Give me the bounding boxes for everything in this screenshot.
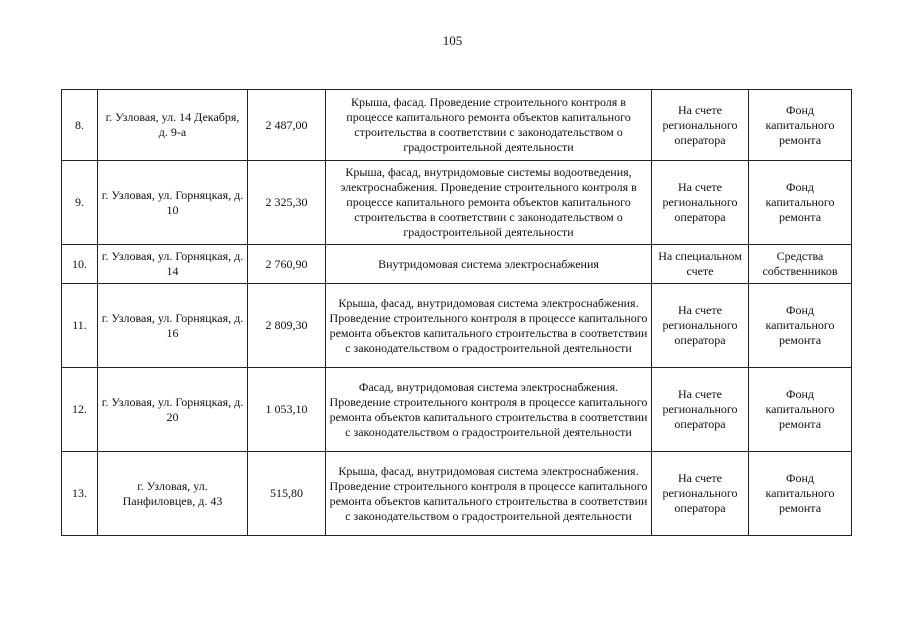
funding-source: Фонд капитального ремонта <box>749 368 852 452</box>
repair-program-table <box>61 89 852 536</box>
repair-works: Фасад, внутридомовая система электроснабжения. Проведение строительного контроля в процессе капитального ремонта объектов капитального строительства в соответствии с законодательством о градостроительной деятельности <box>326 368 652 452</box>
building-address: г. Узловая, ул. Горняцкая, д. 16 <box>98 284 248 368</box>
building-address: г. Узловая, ул. Горняцкая, д. 10 <box>98 161 248 245</box>
building-address: г. Узловая, ул. Панфиловцев, д. 43 <box>98 452 248 536</box>
building-address: г. Узловая, ул. Горняцкая, д. 14 <box>98 245 248 284</box>
building-address: г. Узловая, ул. 14 Декабря, д. 9-а <box>98 90 248 161</box>
row-number: 13. <box>62 452 98 536</box>
building-area: 2 487,00 <box>248 90 326 161</box>
repair-works: Крыша, фасад, внутридомовая система электроснабжения. Проведение строительного контроля в процессе капитального ремонта объектов капитального строительства в соответствии с законодательством о градостроительной деятельности <box>326 452 652 536</box>
building-area: 2 325,30 <box>248 161 326 245</box>
table-row <box>62 90 852 161</box>
funding-source: Средства собственников <box>749 245 852 284</box>
page-number: 105 <box>442 33 463 48</box>
funding-source: Фонд капитального ремонта <box>749 284 852 368</box>
row-number: 10. <box>62 245 98 284</box>
repair-works: Крыша, фасад. Проведение строительного контроля в процессе капитального ремонта объектов капитального строительства в соответствии с законодательством о градостроительной деятельности <box>326 90 652 161</box>
row-number: 9. <box>62 161 98 245</box>
building-address: г. Узловая, ул. Горняцкая, д. 20 <box>98 368 248 452</box>
account-type: На специальном счете <box>652 245 749 284</box>
account-type: На счете регионального оператора <box>652 284 749 368</box>
account-type: На счете регионального оператора <box>652 161 749 245</box>
row-number: 8. <box>62 90 98 161</box>
table-row <box>62 452 852 536</box>
account-type: На счете регионального оператора <box>652 368 749 452</box>
account-type: На счете регионального оператора <box>652 452 749 536</box>
table-row <box>62 368 852 452</box>
funding-source: Фонд капитального ремонта <box>749 90 852 161</box>
table-row <box>62 245 852 284</box>
building-area: 2 809,30 <box>248 284 326 368</box>
building-area: 2 760,90 <box>248 245 326 284</box>
repair-works: Крыша, фасад, внутридомовые системы водоотведения, электроснабжения. Проведение строительного контроля в процессе капитального ремонта объектов капитального строительства в соответствии с законодательством о градостроительной деятельности <box>326 161 652 245</box>
account-type: На счете регионального оператора <box>652 90 749 161</box>
repair-works: Внутридомовая система электроснабжения <box>326 245 652 284</box>
funding-source: Фонд капитального ремонта <box>749 161 852 245</box>
building-area: 1 053,10 <box>248 368 326 452</box>
table-row <box>62 161 852 245</box>
row-number: 11. <box>62 284 98 368</box>
table-row <box>62 284 852 368</box>
row-number: 12. <box>62 368 98 452</box>
repair-works: Крыша, фасад, внутридомовая система электроснабжения. Проведение строительного контроля в процессе капитального ремонта объектов капитального строительства в соответствии с законодательством о градостроительной деятельности <box>326 284 652 368</box>
building-area: 515,80 <box>248 452 326 536</box>
funding-source: Фонд капитального ремонта <box>749 452 852 536</box>
